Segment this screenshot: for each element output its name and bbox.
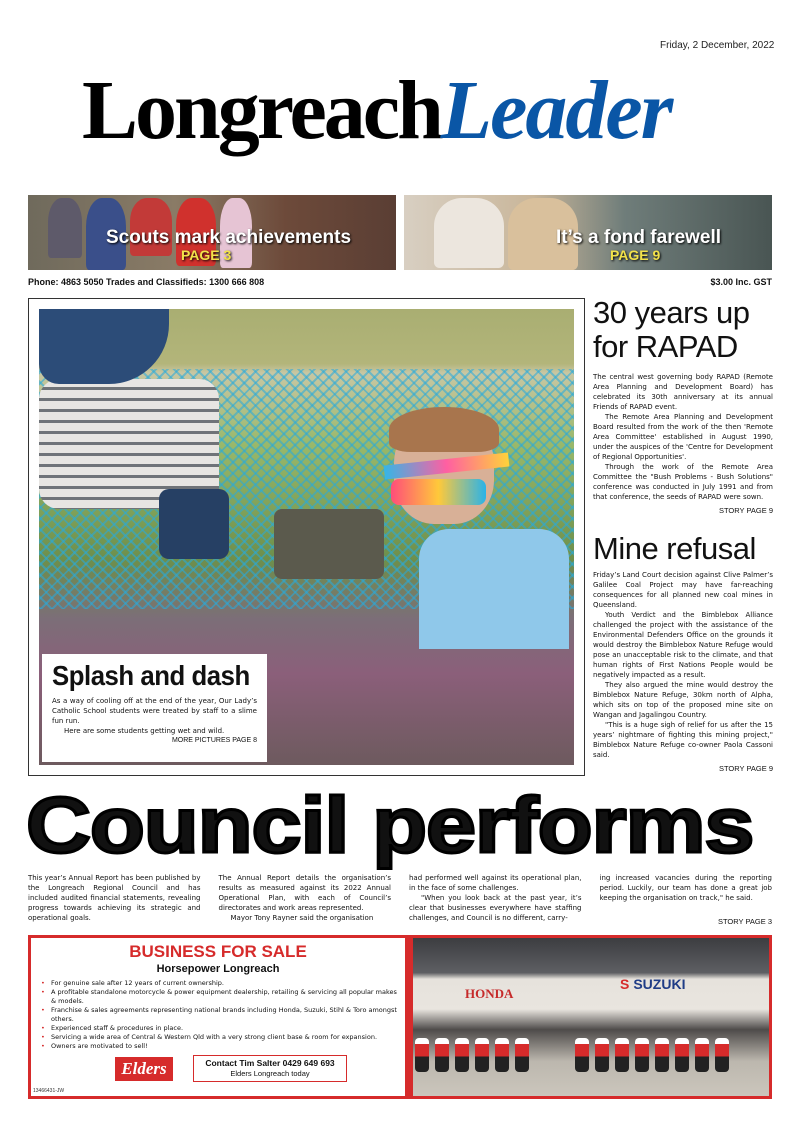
teaser-scouts[interactable] bbox=[28, 195, 396, 270]
story-paragraph: They also argued the mine would destroy the Bimblebox Nature Refuge, 30km north of Alpha, which sits on top of the proposed mine site on Wangan and Jagalingou Country. bbox=[593, 681, 773, 719]
story-paragraph: Through the work of the Remote Area Committee the "Bush Problems - Bush Solutions" conference was conducted in July 1991 and from that conference, the seeds of RAPAD were sown. bbox=[593, 463, 773, 501]
story-paragraph: "This is a huge sigh of relief for us after the 15 years’ nightmare of fighting this mining project," Bimblebox Nature Refuge co-owner Paola Cassoni said. bbox=[593, 721, 773, 759]
contact-office: Elders Longreach today bbox=[230, 1069, 310, 1078]
child-figure bbox=[274, 509, 384, 579]
story-body bbox=[593, 570, 773, 760]
story-page-link[interactable]: STORY PAGE 9 bbox=[718, 764, 773, 773]
honda-sign: HONDA bbox=[465, 986, 514, 1001]
ad-bullet-list bbox=[37, 979, 399, 1051]
lead-column bbox=[409, 873, 582, 923]
story-paragraph: The central west governing body RAPAD (Remote Area Planning and Development Board) has celebrated its 30th anniversary at its annual Friends of RAPAD event. bbox=[593, 373, 773, 411]
story-paragraph: Youth Verdict and the Bimblebox Alliance challenged the project with the assistance of the Environmental Defenders Office on the grounds it would destroy the Bimblebox Nature Refuge would pose an unacceptable risk to the climate, and that human rights of First Nations People would be negatively impacted as a result. bbox=[593, 611, 773, 679]
child-hair bbox=[389, 407, 499, 452]
teaser-page: PAGE 3 bbox=[181, 247, 232, 263]
suzuki-sign bbox=[620, 976, 685, 992]
lead-paragraph: ing increased vacancies during the reporting period. Luckily, our team has done a great job keeping the organisation on track," he said. bbox=[599, 874, 772, 902]
ad-subtitle: Horsepower Longreach bbox=[156, 963, 280, 975]
lead-paragraph: This year’s Annual Report has been published by the Longreach Regional Council and has included audited financial statements, revealing progress towards achieving its strategic and operational goals. bbox=[28, 874, 201, 922]
lead-paragraph: had performed well against its operational plan, in the face of some challenges. bbox=[409, 874, 582, 892]
story-paragraph: The Remote Area Planning and Development Board resulted from the work of the then 'Remote Area Committee' established in August 1990, under the auspices of the 'Centre for Development of Regional Opportunities'. bbox=[593, 413, 773, 461]
lead-paragraph: "When you look back at the past year, it’s clear that businesses everywhere have staffing challenges, and Council is no different, carry- bbox=[409, 894, 582, 922]
teaser-title: Scouts mark achievements bbox=[106, 227, 352, 248]
lead-column bbox=[219, 873, 392, 923]
photo-caption bbox=[42, 654, 267, 762]
contact-name-phone: Contact Tim Salter 0429 649 693 bbox=[205, 1058, 335, 1068]
story-mine-refusal bbox=[593, 532, 773, 773]
elders-logo: Elders bbox=[115, 1057, 173, 1081]
lead-paragraph: The Annual Report details the organisation’s results as measured against its 2022 Annual Operational Plan, with each of Council’s directorates and work areas represented. bbox=[218, 874, 391, 912]
suzuki-sign-text: SUZUKI bbox=[633, 976, 686, 992]
contact-box bbox=[193, 1055, 347, 1082]
ad-title: BUSINESS FOR SALE bbox=[129, 942, 307, 961]
teaser-title: It’s a fond farewell bbox=[556, 227, 722, 248]
info-bar bbox=[28, 277, 772, 287]
teaser-page: PAGE 9 bbox=[610, 247, 661, 263]
ad-code: 13466431-JW bbox=[33, 1088, 65, 1094]
ad-text-panel bbox=[31, 938, 405, 1096]
contact-numbers: Phone: 4863 5050 Trades and Classifieds: 1300 666 808 bbox=[28, 277, 265, 287]
caption-paragraph: As a way of cooling off at the end of the year, Our Lady’s Catholic School students were treated by staff to a slime fun run. bbox=[52, 697, 257, 725]
dealership-photo bbox=[405, 938, 769, 1096]
ad-bullet: • For genuine sale after 12 years of current ownership. bbox=[37, 979, 399, 988]
child-sunglasses bbox=[391, 479, 486, 505]
lead-paragraph: Mayor Tony Rayner said the organisation bbox=[230, 914, 374, 922]
business-for-sale-ad[interactable] bbox=[28, 935, 772, 1099]
lead-column bbox=[28, 873, 201, 923]
story-headline: Mine refusal bbox=[593, 531, 756, 566]
story-rapad bbox=[593, 296, 773, 515]
caption-paragraph: Here are some students getting wet and wild. bbox=[64, 727, 225, 735]
ad-bullet: • Owners are motivated to sell! bbox=[37, 1042, 399, 1051]
ad-footer bbox=[37, 1055, 399, 1082]
more-pictures-link[interactable]: MORE PICTURES PAGE 8 bbox=[171, 737, 257, 744]
child-figure bbox=[159, 489, 229, 559]
ad-bullet: • Servicing a wide area of Central & Western Qld with a very strong client base & room for expansion. bbox=[37, 1033, 399, 1042]
ad-bullet: • A profitable standalone motorcycle & power equipment dealership, retailing & servicing all popular makes & models. bbox=[37, 988, 399, 1006]
story-page-link[interactable]: STORY PAGE 3 bbox=[717, 917, 772, 926]
teaser-farewell[interactable] bbox=[404, 195, 772, 270]
caption-headline: Splash and dash bbox=[52, 660, 250, 691]
lead-story-body bbox=[28, 873, 772, 923]
red-stripe bbox=[405, 938, 413, 1096]
story-headline: 30 years up for RAPAD bbox=[593, 295, 750, 364]
ad-bullet: • Franchise & sales agreements representing national brands including Honda, Suzuki, Stihl & Toro amongst others. bbox=[37, 1006, 399, 1024]
lead-column bbox=[600, 873, 773, 923]
price: $3.00 Inc. GST bbox=[710, 277, 772, 287]
story-paragraph: Friday’s Land Court decision against Clive Palmer’s Galilee Coal Project may have far-reaching consequences for all planned new coal mines in Queensland. bbox=[593, 571, 773, 609]
child-figure bbox=[419, 529, 569, 649]
masthead bbox=[82, 62, 672, 157]
masthead-leader: Leader bbox=[440, 64, 672, 157]
issue-date: Friday, 2 December, 2022 bbox=[660, 40, 775, 51]
ad-bullet: • Experienced staff & procedures in place. bbox=[37, 1024, 399, 1033]
suzuki-logo-icon: S bbox=[620, 976, 630, 992]
masthead-longreach: Longreach bbox=[82, 64, 441, 157]
motorbike-row bbox=[415, 1032, 765, 1072]
lead-headline: Council performs bbox=[26, 780, 754, 869]
story-body bbox=[593, 372, 773, 502]
caption-body bbox=[52, 696, 257, 736]
story-page-link[interactable]: STORY PAGE 9 bbox=[718, 506, 773, 515]
